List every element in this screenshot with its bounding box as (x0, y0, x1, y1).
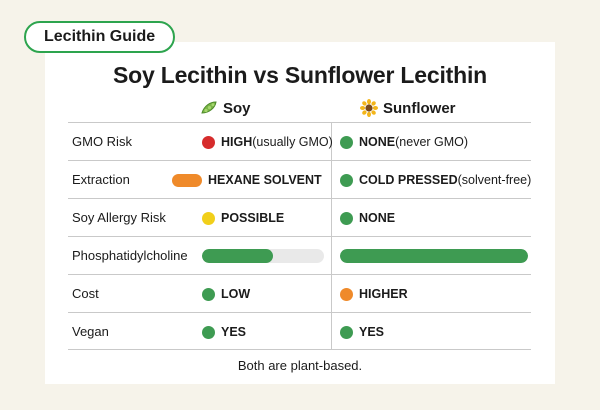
sunflower-cell (340, 313, 384, 351)
status-value: POSSIBLE (221, 211, 285, 225)
soy-cell (202, 199, 284, 237)
footer-note: Both are plant-based. (237, 358, 363, 373)
status-pill (172, 174, 202, 187)
table-row-gmo-risk (68, 122, 531, 160)
status-value: HIGH (221, 135, 253, 149)
sunflower-cell (340, 199, 395, 237)
status-value: HIGHER (359, 287, 408, 301)
status-dot (340, 174, 353, 187)
status-dot (340, 326, 353, 339)
status-value: COLD PRESSED (359, 173, 458, 187)
status-note: (usually GMO) (252, 135, 333, 149)
status-note: (solvent-free) (457, 173, 532, 187)
status-value: NONE (359, 135, 396, 149)
soy-cell (172, 161, 322, 199)
status-dot (340, 212, 353, 225)
row-label: GMO Risk (72, 134, 132, 149)
comparison-table (68, 122, 531, 350)
column-header-soy-label: Soy (223, 99, 251, 117)
status-value: YES (221, 325, 247, 339)
page-title: Soy Lecithin vs Sunflower Lecithin (112, 62, 488, 88)
row-label: Phosphatidylcholine (72, 248, 188, 263)
status-value: HEXANE SOLVENT (208, 173, 322, 187)
soy-cell (202, 275, 250, 313)
sunflower-level-bar (340, 249, 528, 263)
sunflower-icon (360, 99, 378, 117)
status-dot (340, 288, 353, 301)
table-row-phosphatidylcholine (68, 236, 531, 274)
status-dot (202, 326, 215, 339)
row-label: Soy Allergy Risk (72, 210, 166, 225)
guide-badge: Lecithin Guide (24, 21, 175, 53)
soy-level-bar (202, 249, 324, 263)
soy-level-fill (202, 249, 273, 263)
sunflower-cell (340, 275, 408, 313)
status-note: (never GMO) (395, 135, 469, 149)
soybean-pod-icon (200, 100, 218, 116)
column-header-sunflower-label: Sunflower (383, 99, 456, 117)
row-label: Cost (72, 286, 99, 301)
status-dot (340, 136, 353, 149)
soy-cell (202, 123, 333, 161)
table-row-extraction (68, 160, 531, 198)
sunflower-level-fill (340, 249, 528, 263)
sunflower-cell (340, 123, 468, 161)
status-dot (202, 288, 215, 301)
table-row-soy-allergy-risk (68, 198, 531, 236)
row-label: Vegan (72, 324, 109, 339)
table-row-vegan (68, 312, 531, 350)
status-value: YES (359, 325, 385, 339)
soy-cell (202, 313, 246, 351)
column-header-soy (200, 97, 251, 119)
table-row-cost (68, 274, 531, 312)
status-value: NONE (359, 211, 396, 225)
status-value: LOW (221, 287, 251, 301)
column-header-sunflower (360, 97, 456, 119)
status-dot (202, 136, 215, 149)
sunflower-cell (340, 161, 531, 199)
row-label: Extraction (72, 172, 130, 187)
status-dot (202, 212, 215, 225)
